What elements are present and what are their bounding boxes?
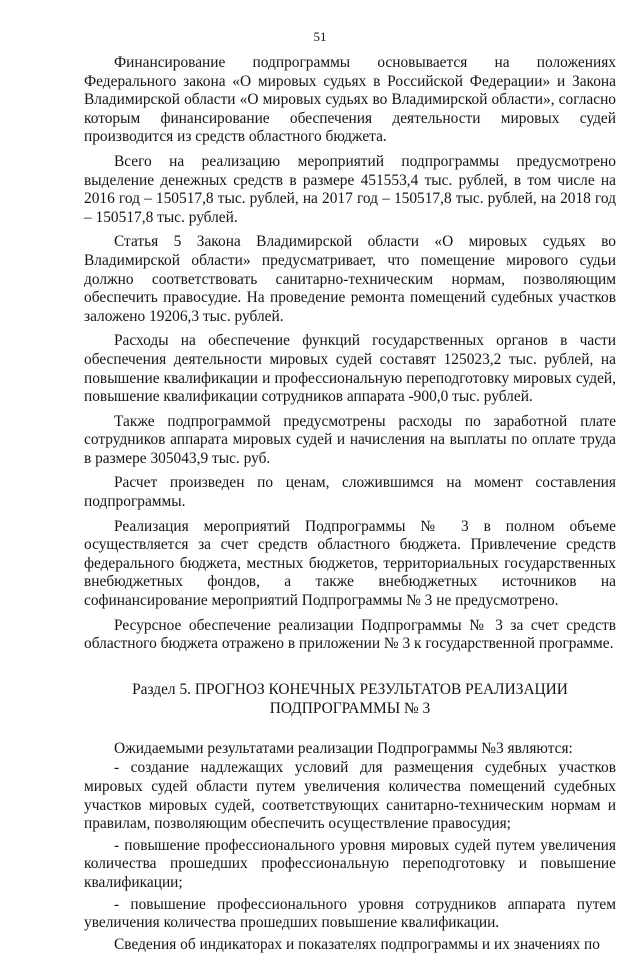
document-body [84,54,616,960]
results-intro: Ожидаемыми результатами реализации Подпрограммы №3 являются: [114,739,573,757]
section-title-line-2: ПОДПРОГРАММЫ № 3 [269,699,431,717]
results-item-judges-qualification: - повышение профессионального уровня мировых судей путем увеличения количества прошедших профессиональную переподготовку и повышение квалификации; [84,836,616,891]
paragraph-salary: Также подпрограммой предусмотрены расходы по заработной плате сотрудников аппарата мировых судей и начисления на выплаты по оплате труда в размере 305043,9 тыс. руб. [84,412,616,467]
paragraph-calculation: Расчет произведен по ценам, сложившимся на момент составления подпрограммы. [84,474,616,511]
paragraph-implementation: Реализация мероприятий Подпрограммы № 3 в полном объеме осуществляется за счет средств областного бюджета. Привлечение средств федерального бюджета, местных бюджетов, территориальных государственных внебюджетных фондов, а также внебюджетных источников на софинансирование мероприятий Подпрограммы № 3 не предусмотрено. [84,517,616,610]
paragraph-expenses: Расходы на обеспечение функций государственных органов в части обеспечения деятельности мировых судей составят 125023,2 тыс. рублей, на повышение квалификации и профессиональную переподготовку мировых судей, повышение квалификации сотрудников аппарата -900,0 тыс. рублей. [84,332,616,406]
paragraph-resource-provision: Ресурсное обеспечение реализации Подпрограммы № 3 за счет средств областного бюджета отражено в приложении № 3 к государственной программе. [84,616,616,653]
page-number: 51 [313,29,327,44]
section-title-line-1: Раздел 5. ПРОГНОЗ КОНЕЧНЫХ РЕЗУЛЬТАТОВ РЕАЛИЗАЦИИ [132,680,568,698]
paragraph-financing-basis: Финансирование подпрограммы основывается на положениях Федерального закона «О мировых судьях в Российской Федерации» и Закона Владимирской области «О мировых судьях во Владимирской области», согласно которым финансирование обеспечения деятельности мировых судей производится из средств областного бюджета. [84,54,616,146]
results-item-premises: - создание надлежащих условий для размещения судебных участков мировых судей области путем увеличения количества помещений судебных участков мировых судей, соответствующих санитарно-техническим нормам и правилам, позволяющим обеспечить осуществление правосудия; [84,759,616,833]
closing-paragraph: Сведения об индикаторах и показателях подпрограммы и их значениях по [114,935,600,953]
results-item-staff-qualification: - повышение профессионального уровня сотрудников аппарата путем увеличения количества прошедших повышение квалификации. [84,895,616,932]
paragraph-total-funding: Всего на реализацию мероприятий подпрограммы предусмотрено выделение денежных средств в размере 451553,4 тыс. рублей, в том числе на 2016 год – 150517,8 тыс. рублей, на 2017 год – 150517,8 тыс. рублей, на 2018 год – 150517,8 тыс. рублей. [84,152,616,226]
section-title [84,680,616,718]
paragraph-article-5: Статья 5 Закона Владимирской области «О мировых судьях во Владимирской области» предусматривает, что помещение мирового судьи должно соответствовать санитарно-техническим нормам, позволяющим обеспечить правосудие. На проведение ремонта помещений судебных участков заложено 19206,3 тыс. рублей. [84,233,616,325]
